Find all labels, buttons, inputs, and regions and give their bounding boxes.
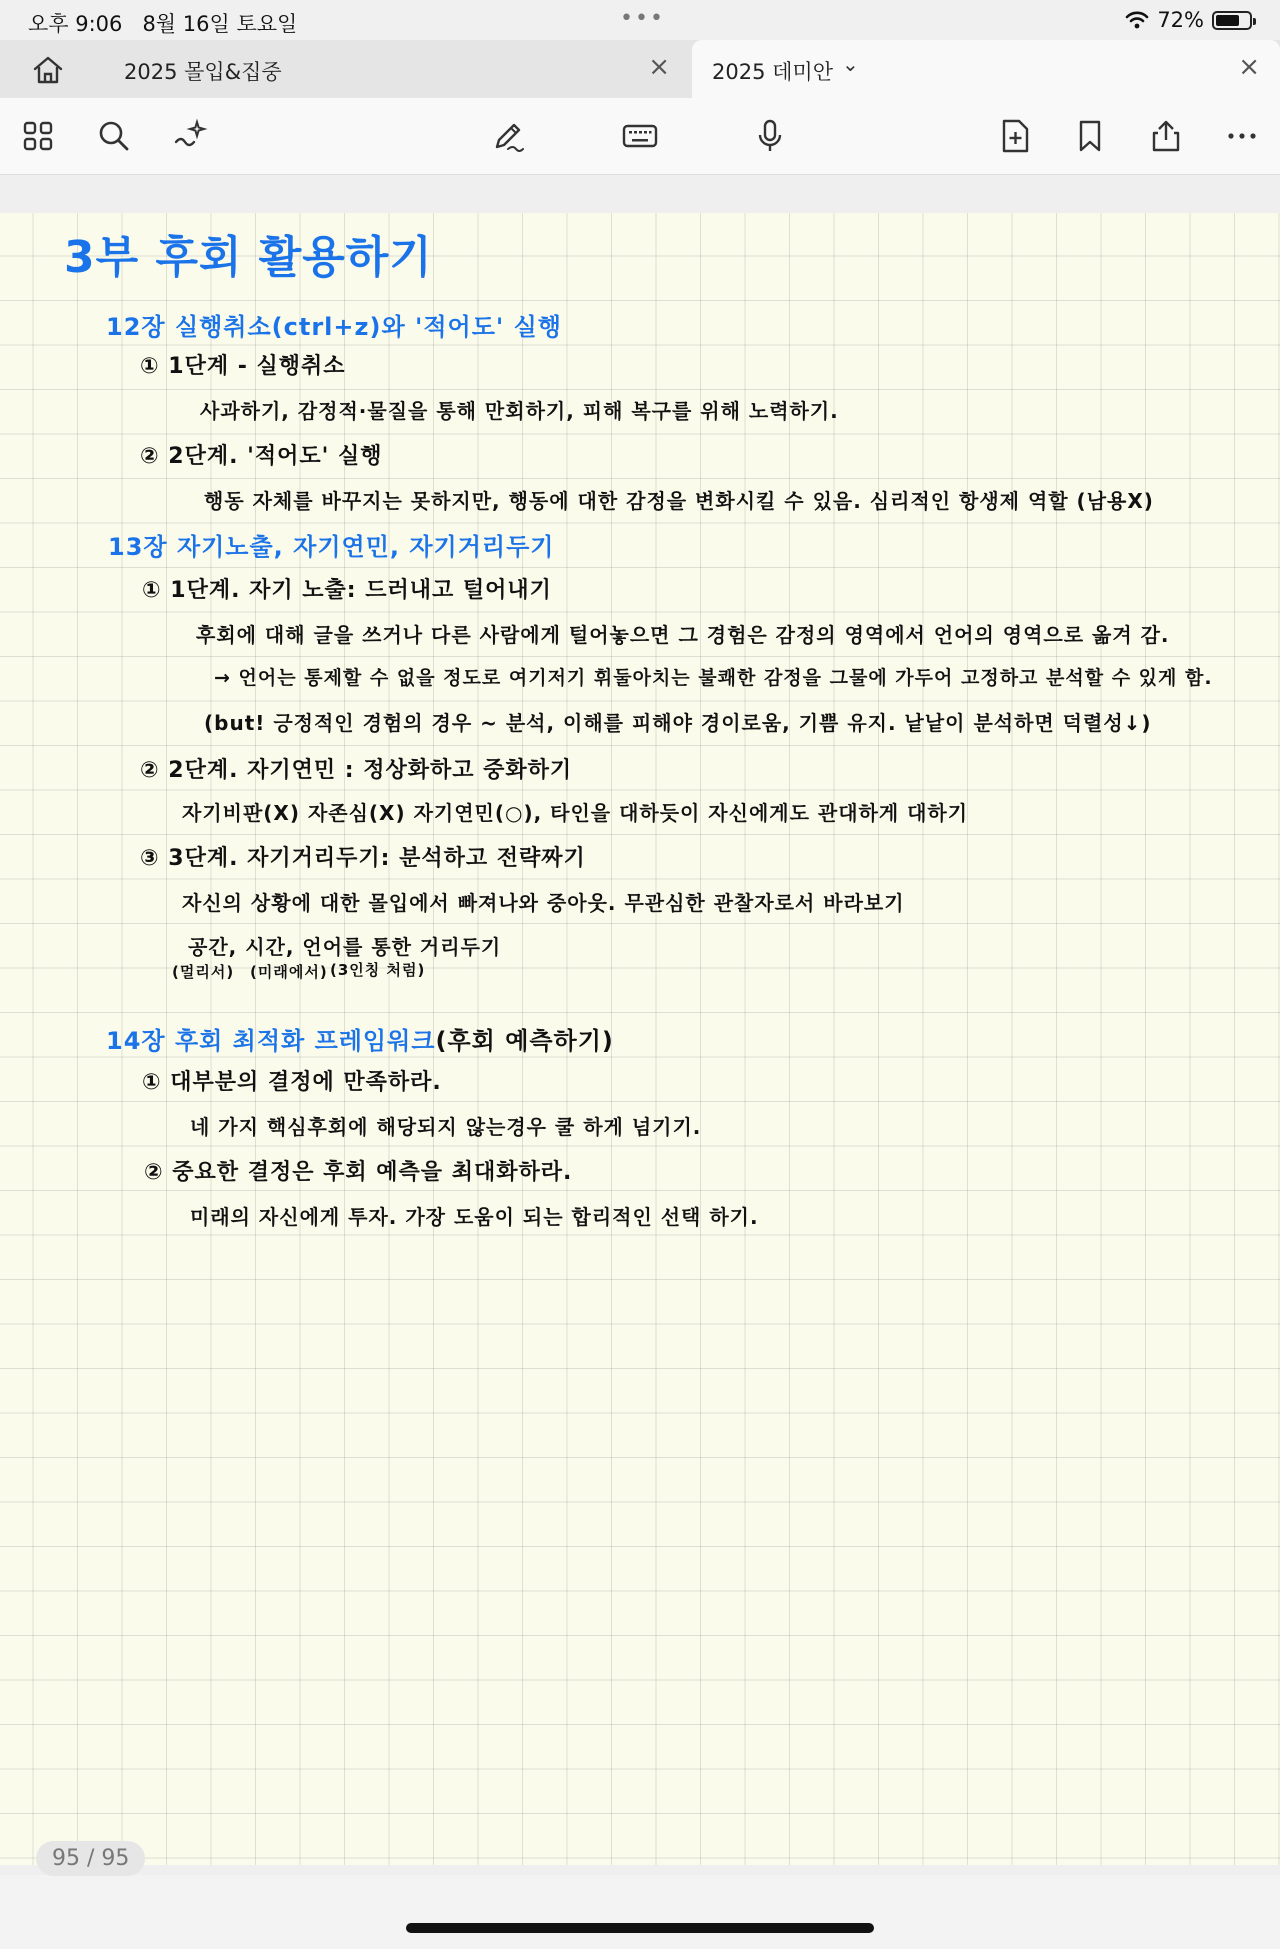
tab-demian[interactable] [692,40,1280,98]
chapter14-heading-suffix: (후회 예측하기) [435,1027,614,1055]
battery-nub [1253,18,1256,25]
ch13-step3: ③ 3단계. 자기거리두기: 분석하고 전략짜기 [140,846,586,871]
note-title: 3부 후회 활용하기 [64,232,433,283]
notebook-canvas[interactable] [0,175,1280,1875]
magic-icon[interactable] [170,116,210,156]
ch13-step1: ① 1단계. 자기 노출: 드러내고 털어내기 [142,578,552,603]
pen-icon[interactable] [488,116,528,156]
multitasking-dots-icon[interactable]: ••• [620,6,665,31]
chapter13-heading: 13장 자기노출, 자기연민, 자기거리두기 [108,533,555,561]
page-counter: 95 / 95 [36,1841,145,1876]
ch14-step1-detail: 네 가지 핵심후회에 해당되지 않는경우 쿨 하게 넘기기. [190,1115,702,1139]
tab-label: 2025 데미안 [712,60,833,84]
ch13-step2: ② 2단계. 자기연민 : 정상화하고 중화하기 [140,758,573,783]
search-icon[interactable] [94,116,134,156]
ch12-step2: ② 2단계. '적어도' 실행 [140,444,383,469]
status-time-date [28,8,297,38]
keyboard-icon[interactable] [620,116,660,156]
chapter14-heading: 14장 후회 최적화 프레임워크 [106,1027,436,1055]
ch14-step2-detail: 미래의 자신에게 투자. 가장 도움이 되는 합리적인 선택 하기. [190,1205,759,1229]
share-icon[interactable] [1146,116,1186,156]
ch12-step1: ① 1단계 - 실행취소 [140,354,346,379]
chevron-down-icon[interactable]: ⌄ [842,52,859,76]
ch13-step3-detail1: 자신의 상황에 대한 몰입에서 빠져나와 중아웃. 무관심한 관찰자로서 바라보기 [182,891,905,915]
battery-fill [1216,15,1239,26]
ch13-step1-detail2: → 언어는 통제할 수 없을 정도로 여기저기 휘둘아치는 불쾌한 감정을 그물에 가두어 고정하고 분석할 수 있게 함. [214,667,1213,689]
chapter12-heading: 12장 실행취소(ctrl+z)와 '적어도' 실행 [106,313,562,341]
home-icon[interactable] [30,53,70,87]
battery-icon [1212,11,1252,30]
bookmark-icon[interactable] [1070,116,1110,156]
grid-icon[interactable] [18,116,58,156]
ch13-step3-note3: (3인칭 처럼) [330,961,426,979]
status-time: 오후 9:06 [28,12,123,36]
ch14-step1: ① 대부분의 결정에 만족하라. [142,1070,442,1095]
battery-percent: 72% [1157,8,1204,32]
tab-mollip[interactable] [90,40,690,98]
note-page[interactable] [0,213,1280,1865]
ch13-step1-detail1: 후회에 대해 글을 쓰거나 다른 사람에게 털어놓으면 그 경험은 감정의 영역에서 언어의 영역으로 옮겨 감. [196,623,1170,647]
ch12-step2-detail: 행동 자체를 바꾸지는 못하지만, 행동에 대한 감정을 변화시킬 수 있음. 심리적인 항생제 역할 (남용X) [204,489,1154,513]
close-tab-icon[interactable]: × [1238,52,1260,82]
ch13-step2-detail: 자기비판(X) 자존심(X) 자기연민(○), 타인을 대하듯이 자신에게도 관대하게 대하기 [182,801,969,825]
ch14-step2: ② 중요한 결정은 후회 예측을 최대화하라. [144,1160,573,1185]
more-icon[interactable] [1222,116,1262,156]
ch13-step3-note1: (멀리서) [172,963,235,981]
toolbar [0,98,1280,175]
ch13-step1-detail3: (but! 긍정적인 경험의 경우 ~ 분석, 이해를 피해야 경이로움, 기쁨 유지. 낱낱이 분석하면 덕렬성↓) [204,711,1152,735]
tab-bar [0,40,1280,98]
wifi-icon [1125,10,1149,30]
status-date: 8월 16일 토요일 [142,12,298,36]
status-bar [0,0,1280,40]
chapter14-heading-line [106,1021,614,1056]
mic-icon[interactable] [750,116,790,156]
ch13-step3-detail2: 공간, 시간, 언어를 통한 거리두기 [188,935,502,959]
home-indicator[interactable] [406,1923,874,1933]
add-page-icon[interactable] [995,116,1035,156]
close-tab-icon[interactable]: × [648,52,670,82]
tab-label: 2025 몰입&집중 [124,60,282,84]
status-right [1125,8,1252,32]
ch13-step3-note2: (미래에서) [250,963,328,981]
ch12-step1-detail: 사과하기, 감정적·물질을 통해 만회하기, 피해 복구를 위해 노력하기. [200,399,839,423]
